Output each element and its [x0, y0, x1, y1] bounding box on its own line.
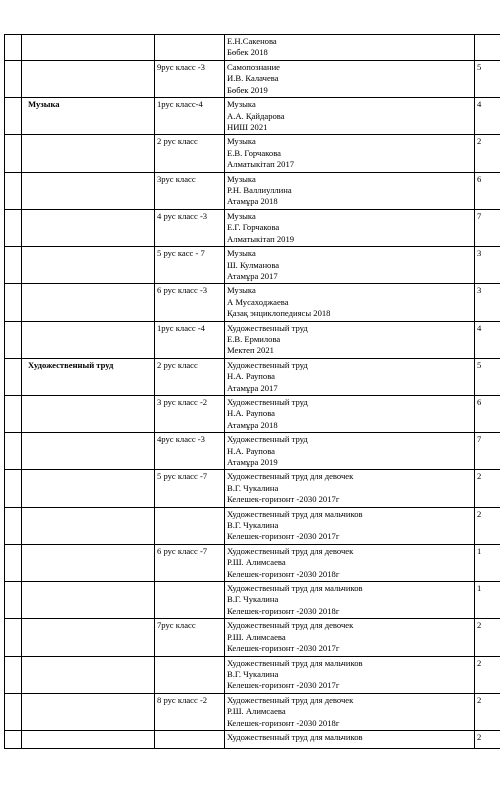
- book-line: Е.Г. Горчакова: [227, 222, 280, 233]
- book-cell: [225, 284, 475, 321]
- book-line: Атамұра 2018: [227, 419, 278, 430]
- table-row: [5, 61, 500, 98]
- book-cell: [225, 61, 475, 98]
- book-cell: [225, 395, 475, 432]
- grade-cell: 9рус класс -3: [155, 61, 225, 98]
- book-line: Ш. Кулманова: [227, 259, 280, 270]
- index-cell: [5, 284, 22, 321]
- index-cell: [5, 656, 22, 693]
- book-line: НИШ 2021: [227, 122, 268, 133]
- index-cell: [5, 358, 22, 395]
- table-row: [5, 395, 500, 432]
- grade-cell: [155, 35, 225, 61]
- book-line: Художественный труд для мальчиков: [227, 508, 363, 519]
- table-row: [5, 98, 500, 135]
- book-line: А.А. Қайдарова: [227, 110, 285, 121]
- count-cell: 2: [475, 619, 500, 656]
- book-line: Е.В. Ермилова: [227, 333, 281, 344]
- grade-cell: 2 рус класс: [155, 135, 225, 172]
- count-cell: 2: [475, 693, 500, 730]
- grade-cell: 3 рус класс -2: [155, 395, 225, 432]
- subject-cell: [22, 284, 155, 321]
- count-cell: 2: [475, 656, 500, 693]
- grade-cell: 1рус класс -4: [155, 321, 225, 358]
- grade-cell: 3рус класс: [155, 172, 225, 209]
- book-line: Музыка: [227, 99, 256, 110]
- book-line: Художественный труд для мальчиков: [227, 657, 363, 668]
- table-row: [5, 656, 500, 693]
- index-cell: [5, 61, 22, 98]
- book-cell: [225, 619, 475, 656]
- table-row: [5, 693, 500, 730]
- book-line: Музыка: [227, 210, 256, 221]
- count-cell: 4: [475, 321, 500, 358]
- table-row: [5, 35, 500, 61]
- table-row: [5, 582, 500, 619]
- book-line: Бөбек 2018: [227, 47, 268, 58]
- table-row: [5, 544, 500, 581]
- textbook-table: [4, 34, 500, 749]
- grade-cell: 4рус класс -3: [155, 433, 225, 470]
- textbook-table-body: [5, 35, 500, 749]
- book-line: Атамұра 2017: [227, 382, 278, 393]
- book-line: Келешек-горизонт -2030 2017г: [227, 531, 340, 542]
- subject-cell: [22, 321, 155, 358]
- table-row: [5, 470, 500, 507]
- table-row: [5, 619, 500, 656]
- book-line: Келешек-горизонт -2030 2017г: [227, 680, 340, 691]
- index-cell: [5, 693, 22, 730]
- book-line: Художественный труд для девочек: [227, 545, 354, 556]
- index-cell: [5, 247, 22, 284]
- book-line: Н.А. Раупова: [227, 445, 275, 456]
- index-cell: [5, 433, 22, 470]
- book-cell: [225, 98, 475, 135]
- table-row: [5, 209, 500, 246]
- subject-cell: [22, 209, 155, 246]
- book-line: Мектеп 2021: [227, 345, 274, 356]
- book-line: Келешек-горизонт -2030 2017г: [227, 643, 340, 654]
- count-cell: 6: [475, 172, 500, 209]
- book-line: Художественный труд для мальчиков: [227, 583, 363, 594]
- grade-cell: 2 рус класс: [155, 358, 225, 395]
- book-line: Р.Ш. Алимсаева: [227, 557, 286, 568]
- count-cell: 1: [475, 582, 500, 619]
- book-line: Е.Н.Сакенова: [227, 36, 277, 46]
- count-cell: 7: [475, 209, 500, 246]
- book-cell: [225, 582, 475, 619]
- grade-cell: 6 рус класс -7: [155, 544, 225, 581]
- grade-cell: [155, 730, 225, 748]
- subject-cell: Художественный труд: [22, 358, 155, 395]
- book-line: Келешек-горизонт -2030 2017г: [227, 494, 340, 505]
- grade-cell: 7рус класс: [155, 619, 225, 656]
- grade-cell: [155, 582, 225, 619]
- subject-cell: [22, 693, 155, 730]
- book-line: Художественный труд для мальчиков: [227, 731, 363, 742]
- book-line: В.Г. Чукалина: [227, 594, 279, 605]
- book-cell: [225, 135, 475, 172]
- book-line: Атамұра 2019: [227, 457, 278, 467]
- book-line: Алматыкітап 2017: [227, 159, 295, 170]
- index-cell: [5, 582, 22, 619]
- index-cell: [5, 619, 22, 656]
- book-line: Музыка: [227, 285, 256, 296]
- table-row: [5, 433, 500, 470]
- grade-cell: [155, 507, 225, 544]
- table-row: [5, 507, 500, 544]
- count-cell: 5: [475, 358, 500, 395]
- count-cell: 2: [475, 507, 500, 544]
- index-cell: [5, 209, 22, 246]
- book-cell: [225, 35, 475, 61]
- book-line: Музыка: [227, 248, 256, 259]
- book-line: Е.В. Горчакова: [227, 147, 281, 158]
- book-line: Р.Н. Валлиуллина: [227, 185, 292, 196]
- book-cell: [225, 544, 475, 581]
- table-row: [5, 135, 500, 172]
- subject-cell: [22, 544, 155, 581]
- book-cell: [225, 247, 475, 284]
- subject-cell: [22, 247, 155, 284]
- count-cell: 4: [475, 98, 500, 135]
- count-cell: 2: [475, 470, 500, 507]
- grade-cell: 5 рус касс - 7: [155, 247, 225, 284]
- book-cell: [225, 358, 475, 395]
- index-cell: [5, 507, 22, 544]
- book-cell: [225, 172, 475, 209]
- count-cell: 1: [475, 544, 500, 581]
- grade-cell: [155, 656, 225, 693]
- subject-cell: [22, 582, 155, 619]
- index-cell: [5, 321, 22, 358]
- book-line: Художественный труд для девочек: [227, 620, 354, 631]
- book-line: Музыка: [227, 173, 256, 184]
- book-line: И.В. Калачева: [227, 73, 279, 84]
- book-cell: [225, 730, 475, 748]
- count-cell: 6: [475, 395, 500, 432]
- index-cell: [5, 35, 22, 61]
- index-cell: [5, 135, 22, 172]
- subject-cell: [22, 35, 155, 61]
- book-line: Алматыкітап 2019: [227, 233, 295, 244]
- book-line: Художественный труд для девочек: [227, 471, 354, 482]
- book-line: Художественный труд: [227, 396, 308, 407]
- subject-cell: [22, 172, 155, 209]
- count-cell: [475, 35, 500, 61]
- table-row: [5, 284, 500, 321]
- book-line: Н.А. Раупова: [227, 408, 275, 419]
- count-cell: 5: [475, 61, 500, 98]
- count-cell: 3: [475, 284, 500, 321]
- book-line: Художественный труд: [227, 322, 308, 333]
- grade-cell: 5 рус класс -7: [155, 470, 225, 507]
- grade-cell: 6 рус класс -3: [155, 284, 225, 321]
- index-cell: [5, 470, 22, 507]
- book-line: В.Г. Чукалина: [227, 668, 279, 679]
- book-line: Художественный труд для девочек: [227, 694, 354, 705]
- book-line: Самопознание: [227, 62, 280, 72]
- book-line: Бөбек 2019: [227, 84, 268, 95]
- subject-cell: [22, 395, 155, 432]
- book-line: Қазақ энциклопедиясы 2018: [227, 308, 331, 319]
- grade-cell: 8 рус класс -2: [155, 693, 225, 730]
- index-cell: [5, 172, 22, 209]
- subject-cell: [22, 433, 155, 470]
- subject-cell: [22, 730, 155, 748]
- book-line: Художественный труд: [227, 434, 308, 445]
- book-line: В.Г. Чукалина: [227, 482, 279, 493]
- book-line: Келешек-горизонт -2030 2018г: [227, 605, 340, 616]
- book-line: В.Г. Чукалина: [227, 520, 279, 531]
- table-row: [5, 358, 500, 395]
- count-cell: 3: [475, 247, 500, 284]
- grade-cell: 1рус класс-4: [155, 98, 225, 135]
- count-cell: 7: [475, 433, 500, 470]
- book-line: Келешек-горизонт -2030 2018г: [227, 717, 340, 728]
- book-cell: [225, 470, 475, 507]
- book-cell: [225, 656, 475, 693]
- book-cell: [225, 209, 475, 246]
- book-line: Музыка: [227, 136, 256, 147]
- table-row: [5, 247, 500, 284]
- subject-cell: [22, 619, 155, 656]
- book-line: Н.А. Раупова: [227, 371, 275, 382]
- subject-cell: [22, 507, 155, 544]
- book-line: Келешек-горизонт -2030 2018г: [227, 568, 340, 579]
- index-cell: [5, 730, 22, 748]
- book-cell: [225, 693, 475, 730]
- count-cell: 2: [475, 730, 500, 748]
- subject-cell: Музыка: [22, 98, 155, 135]
- table-row: [5, 172, 500, 209]
- grade-cell: 4 рус класс -3: [155, 209, 225, 246]
- book-line: Р.Ш. Алимсаева: [227, 631, 286, 642]
- subject-cell: [22, 135, 155, 172]
- index-cell: [5, 395, 22, 432]
- book-cell: [225, 507, 475, 544]
- book-line: Атамұра 2017: [227, 270, 278, 281]
- book-line: Р.Ш. Алимсаева: [227, 706, 286, 717]
- book-line: А Мусаходжаева: [227, 296, 289, 307]
- book-line: Художественный труд: [227, 359, 308, 370]
- book-cell: [225, 321, 475, 358]
- subject-cell: [22, 470, 155, 507]
- index-cell: [5, 544, 22, 581]
- table-row: [5, 730, 500, 748]
- subject-cell: [22, 61, 155, 98]
- table-row: [5, 321, 500, 358]
- book-cell: [225, 433, 475, 470]
- subject-cell: [22, 656, 155, 693]
- count-cell: 2: [475, 135, 500, 172]
- index-cell: [5, 98, 22, 135]
- book-line: Атамұра 2018: [227, 196, 278, 207]
